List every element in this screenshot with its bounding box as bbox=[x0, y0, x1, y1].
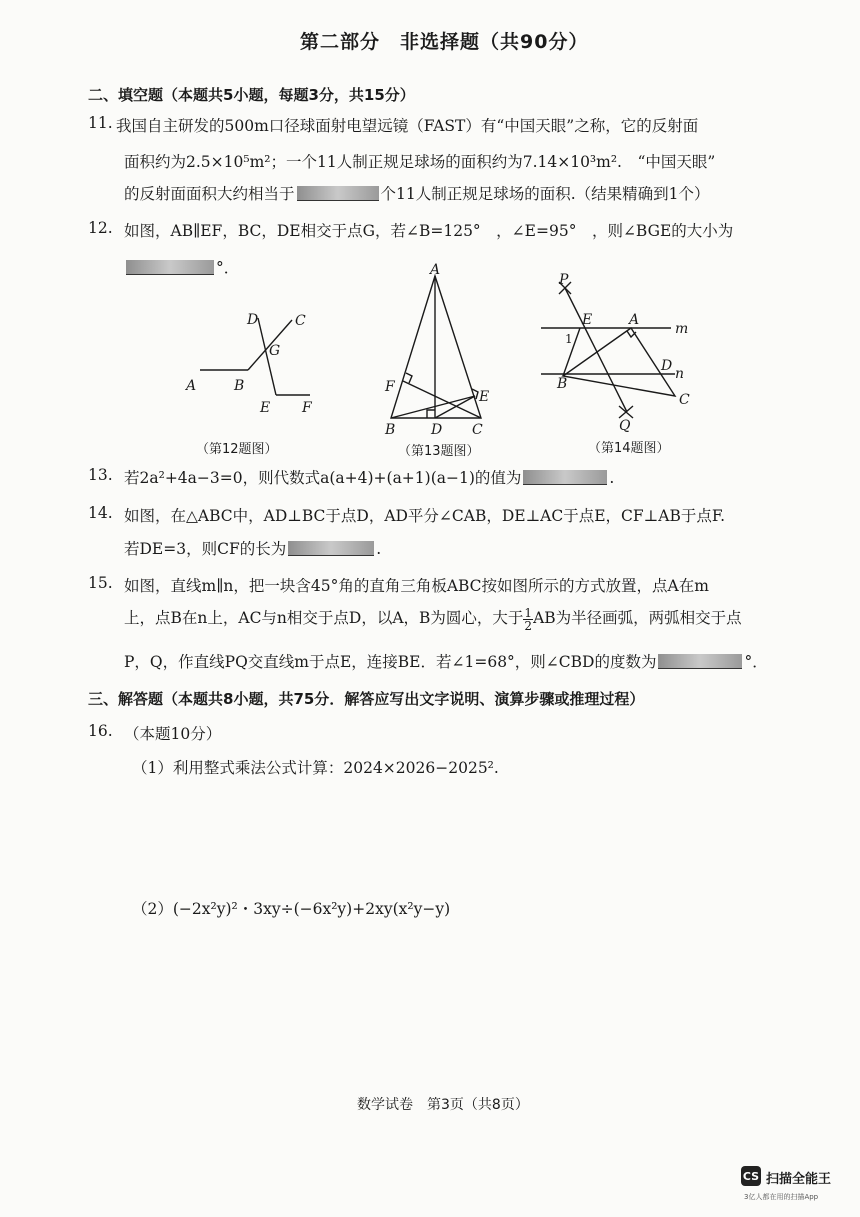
question-11-line-3-end: 个11人制正规足球场的面积.（结果精确到1个） bbox=[380, 185, 710, 203]
fig14-arc-mark-q bbox=[619, 406, 633, 418]
fig13-right-angle-d bbox=[427, 410, 435, 418]
question-13-end: . bbox=[609, 469, 615, 487]
fig14-label-p: P bbox=[559, 272, 569, 288]
fig14-right-angle-a bbox=[627, 331, 636, 337]
question-11-number: 11. bbox=[88, 114, 113, 132]
figure-14-caption: （第14题图） bbox=[588, 441, 670, 456]
question-14-line-1: 如图，在△ABC中，AD⊥BC于点D，AD平分∠CAB，DE⊥AC于点E，CF⊥AB于点F. bbox=[124, 507, 726, 525]
figure-13 bbox=[375, 258, 500, 438]
question-11-line-3 bbox=[124, 182, 710, 204]
camscanner-logo-icon: CS bbox=[741, 1166, 761, 1186]
question-16-part-2: （2）(−2x²y)²・3xy÷(−6x²y)+2xy(x²y−y) bbox=[132, 900, 451, 918]
question-14-line-2-text: 若DE=3，则CF的长为 bbox=[124, 540, 287, 558]
fig13-label-f: F bbox=[385, 379, 395, 395]
answer-blank-12[interactable] bbox=[126, 260, 214, 275]
question-11-line-3-start: 的反射面面积大约相当于 bbox=[124, 185, 295, 203]
fraction-one-half bbox=[523, 607, 533, 632]
fig14-label-d: D bbox=[661, 358, 673, 374]
fig14-label-e: E bbox=[582, 312, 593, 328]
fig14-set-square-abc bbox=[563, 328, 675, 396]
question-12-degree: °． bbox=[216, 259, 240, 277]
question-14-line-2 bbox=[124, 537, 381, 559]
question-13-text: 若2a²+4a−3=0，则代数式a(a+4)+(a+1)(a−1)的值为 bbox=[124, 469, 522, 487]
fig12-label-d: D bbox=[247, 312, 259, 328]
figure-14 bbox=[535, 272, 695, 432]
question-12-line-2 bbox=[124, 256, 239, 278]
question-13-line bbox=[124, 466, 614, 488]
fig12-label-e: E bbox=[260, 400, 271, 416]
camscanner-name: 扫描全能王 bbox=[766, 1172, 832, 1187]
question-15-line-2-start: 上，点B在n上，AC与n相交于点D，以A，B为圆心，大于 bbox=[124, 609, 524, 627]
question-11-line-2: 面积约为2.5×10⁵m²；一个11人制正规足球场的面积约为7.14×10³m². “中国天眼” bbox=[124, 153, 716, 171]
fig12-label-c: C bbox=[295, 313, 306, 329]
question-16-heading: （本题10分） bbox=[124, 725, 222, 743]
fig13-label-c: C bbox=[472, 422, 483, 438]
fig13-label-d: D bbox=[431, 422, 443, 438]
camscanner-tagline: 3亿人都在用的扫描App bbox=[744, 1193, 819, 1201]
fig13-right-angle-f bbox=[406, 373, 412, 383]
question-12-number: 12. bbox=[88, 219, 113, 237]
question-15-line-3 bbox=[124, 650, 768, 672]
question-15-line-1: 如图，直线m∥n，把一块含45°角的直角三角板ABC按如图所示的方式放置，点A在m bbox=[124, 577, 709, 595]
question-15-number: 15. bbox=[88, 574, 113, 592]
figure-13-caption: （第13题图） bbox=[398, 444, 480, 459]
fig14-label-q: Q bbox=[619, 418, 631, 432]
section-heading-fill-in: 二、填空题（本题共5小题，每题3分，共15分） bbox=[88, 86, 415, 104]
page-title: 第二部分 非选择题（共90分） bbox=[300, 31, 589, 53]
question-14-number: 14. bbox=[88, 504, 113, 522]
fig12-label-b: B bbox=[234, 378, 245, 394]
fig12-label-a: A bbox=[186, 378, 197, 394]
fig14-label-b: B bbox=[557, 376, 568, 392]
fig14-label-angle-1: 1 bbox=[565, 332, 573, 346]
fig13-label-b: B bbox=[385, 422, 396, 438]
fig14-label-c: C bbox=[679, 392, 690, 408]
fig13-label-e: E bbox=[479, 389, 490, 405]
fig14-line-pq bbox=[565, 288, 627, 412]
question-16-number: 16. bbox=[88, 722, 113, 740]
question-13-number: 13. bbox=[88, 466, 113, 484]
question-11-line-1: 我国自主研发的500m口径球面射电望远镜（FAST）有“中国天眼”之称，它的反射面 bbox=[116, 117, 699, 135]
fraction-numerator: 1 bbox=[524, 605, 533, 620]
question-15-line-2-end: AB为半径画弧，两弧相交于点 bbox=[533, 609, 742, 627]
question-12-line-1: 如图，AB∥EF，BC，DE相交于点G，若∠B=125° ，∠E=95° ，则∠BGE的大小为 bbox=[124, 222, 734, 240]
fig14-label-a: A bbox=[629, 312, 640, 328]
answer-blank-14[interactable] bbox=[288, 541, 374, 556]
fig14-label-n: n bbox=[675, 366, 685, 382]
fig12-label-g: G bbox=[269, 343, 281, 359]
fig13-label-a: A bbox=[430, 262, 441, 278]
fig14-label-m: m bbox=[675, 321, 689, 337]
figure-12 bbox=[170, 300, 340, 420]
section-heading-solutions: 三、解答题（本题共8小题，共75分．解答应写出文字说明、演算步骤或推理过程） bbox=[88, 690, 645, 708]
page-footer: 数学试卷 第3页（共8页） bbox=[357, 1097, 529, 1113]
fraction-denominator: 2 bbox=[524, 618, 533, 633]
question-14-end: . bbox=[376, 540, 382, 558]
figure-12-caption: （第12题图） bbox=[196, 442, 278, 457]
answer-blank-15[interactable] bbox=[658, 654, 742, 669]
answer-blank-13[interactable] bbox=[523, 470, 607, 485]
question-15-line-3-text: P，Q，作直线PQ交直线m于点E，连接BE．若∠1=68°，则∠CBD的度数为 bbox=[124, 653, 657, 671]
answer-blank-11[interactable] bbox=[297, 186, 379, 201]
fig13-segment-be bbox=[391, 396, 475, 418]
question-15-degree: °． bbox=[744, 653, 768, 671]
question-16-part-1: （1）利用整式乘法公式计算：2024×2026−2025². bbox=[132, 759, 499, 777]
fig12-label-f: F bbox=[302, 400, 312, 416]
question-15-line-2 bbox=[124, 606, 742, 632]
